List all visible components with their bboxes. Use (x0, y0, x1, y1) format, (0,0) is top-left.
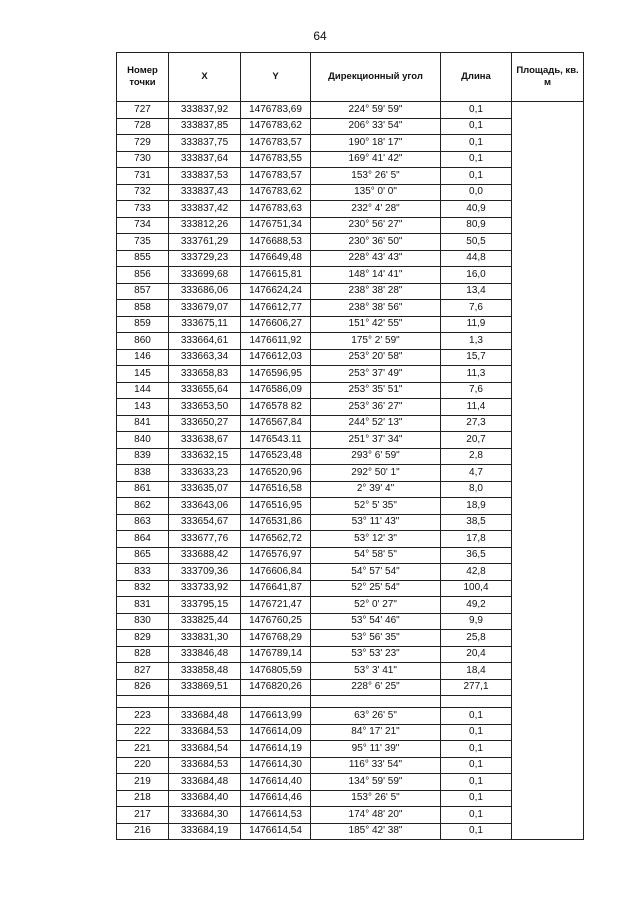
cell-y: 1476783,62 (241, 184, 311, 201)
separator-cell (169, 696, 241, 708)
cell-y: 1476613,99 (241, 708, 311, 725)
cell-bearing: 224° 59' 59" (311, 102, 441, 119)
cell-x: 333653,50 (169, 399, 241, 416)
header-y: Y (241, 53, 311, 102)
cell-y: 1476562,72 (241, 531, 311, 548)
cell-bearing: 2° 39' 4" (311, 481, 441, 498)
cell-x: 333663,34 (169, 349, 241, 366)
cell-bearing: 232° 4' 28" (311, 201, 441, 218)
separator-cell (241, 696, 311, 708)
cell-bearing: 206° 33' 54" (311, 118, 441, 135)
cell-length: 0,0 (441, 184, 512, 201)
cell-x: 333684,40 (169, 790, 241, 807)
cell-y: 1476531,86 (241, 514, 311, 531)
cell-bearing: 53° 3' 41" (311, 663, 441, 680)
cell-bearing: 135° 0' 0" (311, 184, 441, 201)
cell-x: 333837,64 (169, 151, 241, 168)
cell-y: 1476783,63 (241, 201, 311, 218)
cell-bearing: 134° 59' 59" (311, 774, 441, 791)
cell-point-number: 727 (117, 102, 169, 119)
cell-bearing: 253° 35' 51" (311, 382, 441, 399)
table-body (117, 102, 584, 840)
cell-bearing: 175° 2' 59" (311, 333, 441, 350)
cell-bearing: 190° 18' 17" (311, 135, 441, 152)
cell-y: 1476760,25 (241, 613, 311, 630)
cell-y: 1476614,53 (241, 807, 311, 824)
cell-bearing: 153° 26' 5" (311, 790, 441, 807)
cell-length: 49,2 (441, 597, 512, 614)
cell-bearing: 53° 12' 3" (311, 531, 441, 548)
cell-length: 18,4 (441, 663, 512, 680)
cell-y: 1476614,46 (241, 790, 311, 807)
cell-length: 7,6 (441, 300, 512, 317)
cell-y: 1476614,40 (241, 774, 311, 791)
cell-length: 44,8 (441, 250, 512, 267)
cell-point-number: 840 (117, 432, 169, 449)
cell-length: 27,3 (441, 415, 512, 432)
cell-x: 333632,15 (169, 448, 241, 465)
cell-length: 4,7 (441, 465, 512, 482)
cell-point-number: 860 (117, 333, 169, 350)
cell-point-number: 861 (117, 481, 169, 498)
cell-bearing: 228° 6' 25" (311, 679, 441, 696)
cell-point-number: 838 (117, 465, 169, 482)
cell-length: 42,8 (441, 564, 512, 581)
cell-x: 333654,67 (169, 514, 241, 531)
cell-y: 1476721,47 (241, 597, 311, 614)
cell-bearing: 230° 56' 27" (311, 217, 441, 234)
cell-length: 80,9 (441, 217, 512, 234)
cell-x: 333635,07 (169, 481, 241, 498)
cell-point-number: 832 (117, 580, 169, 597)
cell-y: 1476783,57 (241, 135, 311, 152)
cell-x: 333638,67 (169, 432, 241, 449)
cell-length: 7,6 (441, 382, 512, 399)
cell-point-number: 857 (117, 283, 169, 300)
header-point-number: Номер точки (117, 53, 169, 102)
cell-y: 1476805,59 (241, 663, 311, 680)
cell-x: 333655,64 (169, 382, 241, 399)
cell-x: 333688,42 (169, 547, 241, 564)
header-area: Площадь, кв. м (512, 53, 584, 102)
cell-point-number: 730 (117, 151, 169, 168)
cell-point-number: 145 (117, 366, 169, 383)
cell-x: 333658,83 (169, 366, 241, 383)
cell-x: 333869,51 (169, 679, 241, 696)
cell-y: 1476606,84 (241, 564, 311, 581)
cell-length: 100,4 (441, 580, 512, 597)
cell-point-number: 839 (117, 448, 169, 465)
cell-bearing: 238° 38' 56" (311, 300, 441, 317)
coordinates-table (116, 52, 584, 840)
cell-length: 0,1 (441, 741, 512, 758)
cell-length: 0,1 (441, 724, 512, 741)
cell-y: 1476649,48 (241, 250, 311, 267)
cell-length: 15,7 (441, 349, 512, 366)
cell-bearing: 54° 58' 5" (311, 547, 441, 564)
cell-x: 333812,26 (169, 217, 241, 234)
cell-point-number: 731 (117, 168, 169, 185)
cell-y: 1476614,54 (241, 823, 311, 840)
cell-x: 333684,30 (169, 807, 241, 824)
cell-y: 1476614,19 (241, 741, 311, 758)
cell-x: 333679,07 (169, 300, 241, 317)
cell-length: 11,9 (441, 316, 512, 333)
cell-y: 1476789,14 (241, 646, 311, 663)
cell-y: 1476516,95 (241, 498, 311, 515)
cell-x: 333837,53 (169, 168, 241, 185)
cell-length: 11,4 (441, 399, 512, 416)
cell-point-number: 734 (117, 217, 169, 234)
cell-length: 277,1 (441, 679, 512, 696)
cell-y: 1476783,62 (241, 118, 311, 135)
cell-point-number: 735 (117, 234, 169, 251)
cell-length: 0,1 (441, 151, 512, 168)
cell-y: 1476576,97 (241, 547, 311, 564)
cell-y: 1476783,55 (241, 151, 311, 168)
header-bearing: Дирекционный угол (311, 53, 441, 102)
cell-y: 1476751,34 (241, 217, 311, 234)
header-x: X (169, 53, 241, 102)
cell-point-number: 221 (117, 741, 169, 758)
cell-length: 0,1 (441, 118, 512, 135)
cell-x: 333650,27 (169, 415, 241, 432)
cell-x: 333837,42 (169, 201, 241, 218)
cell-bearing: 63° 26' 5" (311, 708, 441, 725)
cell-y: 1476586,09 (241, 382, 311, 399)
cell-x: 333633,23 (169, 465, 241, 482)
cell-point-number: 863 (117, 514, 169, 531)
cell-x: 333837,92 (169, 102, 241, 119)
cell-y: 1476516,58 (241, 481, 311, 498)
cell-point-number: 841 (117, 415, 169, 432)
cell-y: 1476614,30 (241, 757, 311, 774)
cell-x: 333699,68 (169, 267, 241, 284)
cell-y: 1476615,81 (241, 267, 311, 284)
cell-point-number: 222 (117, 724, 169, 741)
cell-y: 1476641,87 (241, 580, 311, 597)
cell-length: 0,1 (441, 807, 512, 824)
cell-point-number: 858 (117, 300, 169, 317)
cell-point-number: 826 (117, 679, 169, 696)
cell-x: 333686,06 (169, 283, 241, 300)
cell-point-number: 143 (117, 399, 169, 416)
cell-bearing: 169° 41' 42" (311, 151, 441, 168)
cell-length: 0,1 (441, 708, 512, 725)
cell-y: 1476612,77 (241, 300, 311, 317)
cell-point-number: 829 (117, 630, 169, 647)
cell-length: 17,8 (441, 531, 512, 548)
cell-y: 1476596,95 (241, 366, 311, 383)
cell-x: 333837,85 (169, 118, 241, 135)
cell-bearing: 185° 42' 38" (311, 823, 441, 840)
cell-bearing: 293° 6' 59" (311, 448, 441, 465)
cell-point-number: 859 (117, 316, 169, 333)
cell-length: 8,0 (441, 481, 512, 498)
cell-length: 11,3 (441, 366, 512, 383)
cell-bearing: 95° 11' 39" (311, 741, 441, 758)
cell-y: 1476768,29 (241, 630, 311, 647)
cell-length: 0,1 (441, 774, 512, 791)
cell-bearing: 52° 0' 27" (311, 597, 441, 614)
cell-bearing: 244° 52' 13" (311, 415, 441, 432)
cell-y: 1476611,92 (241, 333, 311, 350)
cell-point-number: 831 (117, 597, 169, 614)
cell-x: 333677,76 (169, 531, 241, 548)
cell-x: 333837,43 (169, 184, 241, 201)
cell-bearing: 116° 33' 54" (311, 757, 441, 774)
cell-y: 1476567,84 (241, 415, 311, 432)
cell-y: 1476523,48 (241, 448, 311, 465)
cell-x: 333684,54 (169, 741, 241, 758)
cell-bearing: 52° 5' 35" (311, 498, 441, 515)
cell-point-number: 217 (117, 807, 169, 824)
cell-x: 333761,29 (169, 234, 241, 251)
cell-y: 1476543.11 (241, 432, 311, 449)
cell-bearing: 230° 36' 50" (311, 234, 441, 251)
cell-length: 50,5 (441, 234, 512, 251)
cell-point-number: 144 (117, 382, 169, 399)
cell-bearing: 253° 20' 58" (311, 349, 441, 366)
table-row (117, 102, 584, 119)
cell-point-number: 865 (117, 547, 169, 564)
cell-bearing: 84° 17' 21" (311, 724, 441, 741)
cell-point-number: 732 (117, 184, 169, 201)
cell-x: 333831,30 (169, 630, 241, 647)
cell-point-number: 223 (117, 708, 169, 725)
cell-length: 13,4 (441, 283, 512, 300)
cell-point-number: 729 (117, 135, 169, 152)
cell-length: 40,9 (441, 201, 512, 218)
cell-x: 333684,19 (169, 823, 241, 840)
cell-y: 1476520,96 (241, 465, 311, 482)
cell-x: 333675,11 (169, 316, 241, 333)
page-number: 64 (313, 29, 327, 43)
cell-length: 38,5 (441, 514, 512, 531)
separator-cell (441, 696, 512, 708)
cell-y: 1476688,53 (241, 234, 311, 251)
cell-bearing: 153° 26' 5" (311, 168, 441, 185)
cell-point-number: 218 (117, 790, 169, 807)
cell-bearing: 151° 42' 55" (311, 316, 441, 333)
cell-length: 0,1 (441, 790, 512, 807)
cell-bearing: 174° 48' 20" (311, 807, 441, 824)
cell-point-number: 856 (117, 267, 169, 284)
cell-bearing: 238° 38' 28" (311, 283, 441, 300)
cell-point-number: 216 (117, 823, 169, 840)
cell-point-number: 146 (117, 349, 169, 366)
cell-y: 1476612,03 (241, 349, 311, 366)
cell-length: 16,0 (441, 267, 512, 284)
cell-length: 2,8 (441, 448, 512, 465)
cell-point-number: 219 (117, 774, 169, 791)
cell-point-number: 833 (117, 564, 169, 581)
cell-point-number: 827 (117, 663, 169, 680)
cell-bearing: 253° 36' 27" (311, 399, 441, 416)
cell-x: 333684,53 (169, 757, 241, 774)
cell-bearing: 292° 50' 1" (311, 465, 441, 482)
cell-x: 333837,75 (169, 135, 241, 152)
cell-x: 333664,61 (169, 333, 241, 350)
cell-bearing: 53° 56' 35" (311, 630, 441, 647)
cell-x: 333684,53 (169, 724, 241, 741)
cell-length: 36,5 (441, 547, 512, 564)
cell-point-number: 828 (117, 646, 169, 663)
cell-y: 1476606,27 (241, 316, 311, 333)
cell-point-number: 862 (117, 498, 169, 515)
cell-bearing: 53° 11' 43" (311, 514, 441, 531)
cell-x: 333733,92 (169, 580, 241, 597)
cell-length: 0,1 (441, 757, 512, 774)
cell-y: 1476578 82 (241, 399, 311, 416)
cell-y: 1476614,09 (241, 724, 311, 741)
cell-x: 333643,06 (169, 498, 241, 515)
cell-length: 18,9 (441, 498, 512, 515)
cell-point-number: 830 (117, 613, 169, 630)
cell-length: 0,1 (441, 135, 512, 152)
cell-point-number: 864 (117, 531, 169, 548)
cell-length: 0,1 (441, 102, 512, 119)
cell-length: 25,8 (441, 630, 512, 647)
cell-length: 20,4 (441, 646, 512, 663)
cell-bearing: 253° 37' 49" (311, 366, 441, 383)
separator-cell (117, 696, 169, 708)
cell-y: 1476624,24 (241, 283, 311, 300)
cell-point-number: 855 (117, 250, 169, 267)
cell-bearing: 52° 25' 54" (311, 580, 441, 597)
separator-cell (311, 696, 441, 708)
cell-bearing: 53° 54' 46" (311, 613, 441, 630)
cell-point-number: 733 (117, 201, 169, 218)
cell-length: 20,7 (441, 432, 512, 449)
cell-x: 333684,48 (169, 708, 241, 725)
cell-area (512, 102, 584, 840)
cell-length: 1,3 (441, 333, 512, 350)
cell-bearing: 228° 43' 43" (311, 250, 441, 267)
cell-point-number: 728 (117, 118, 169, 135)
header-length: Длина (441, 53, 512, 102)
cell-bearing: 148° 14' 41" (311, 267, 441, 284)
cell-x: 333825,44 (169, 613, 241, 630)
cell-bearing: 54° 57' 54" (311, 564, 441, 581)
cell-bearing: 53° 53' 23" (311, 646, 441, 663)
cell-bearing: 251° 37' 34" (311, 432, 441, 449)
cell-y: 1476820,26 (241, 679, 311, 696)
table-header-row (117, 53, 584, 102)
cell-x: 333846,48 (169, 646, 241, 663)
cell-x: 333795,15 (169, 597, 241, 614)
cell-x: 333684,48 (169, 774, 241, 791)
cell-length: 9,9 (441, 613, 512, 630)
cell-x: 333709,36 (169, 564, 241, 581)
cell-point-number: 220 (117, 757, 169, 774)
cell-x: 333729,23 (169, 250, 241, 267)
cell-length: 0,1 (441, 823, 512, 840)
cell-length: 0,1 (441, 168, 512, 185)
cell-y: 1476783,57 (241, 168, 311, 185)
cell-y: 1476783,69 (241, 102, 311, 119)
cell-x: 333858,48 (169, 663, 241, 680)
